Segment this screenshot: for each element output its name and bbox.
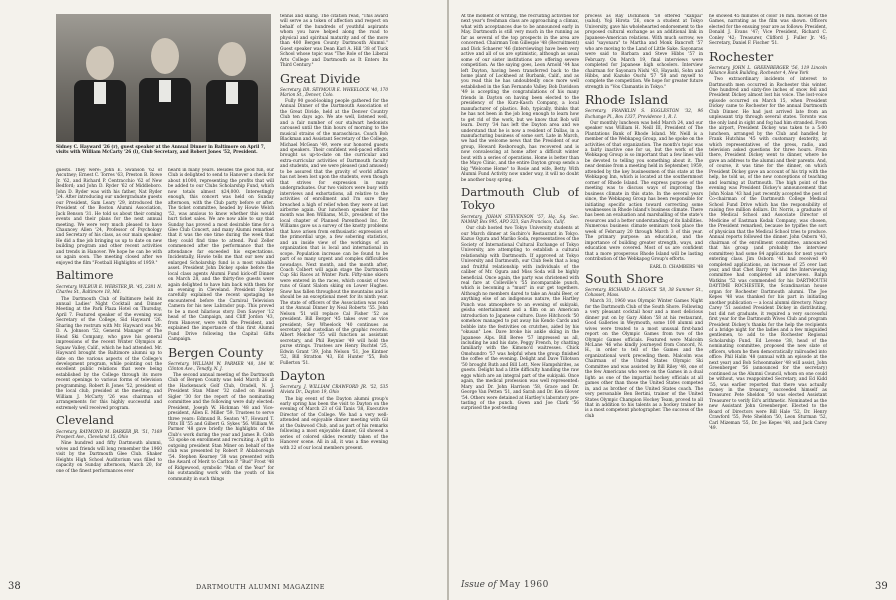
paragraph: heard in many years. Besides the good fun, our Club is delighted to send to Hanover a check for about $1000, representing the profits that will be added to our Clubs Scholarship Fund, which now totals almost $24,000. Interestingly enough, this concert was held on Sunday afternoon, with the Club party before or after. The ticket committee, headed by Howie Welch '52, was anxious to know whether this would hurt ticket sales. We are now able to say that Sunday has proved a most desirable time for a Glee Club Concert, and many Alumni remarked that it was the one time during the week that they could find time to attend. Paul Zeller commenced after the performance that the attendance far exceeded his expectations. Incidentally, Howie tells me that our new and enlarged Scholarship fund is a most valuable asset. President John Dickey spoke before the local class agents Alumni Fund kick-off Dinner on March 28, and the thirty-five guests were again delighted to have him back with them for an evening in Cleveland. President Dickey carefully explained the recent upstaging he encountered before the Carnival Television Camera for his new Labrador pup. This proved to be a most hilarious story. Don Sawyer '12 head of the Campaign, and Cliff Jordon '43, from Hanover, were with the President, and explained the importance of this first Alumni Fund Drive following the Capital Gifts Campaign. (168, 168, 274, 343)
section-heading-great-divide: Great Divide (280, 70, 361, 86)
secretary-line: Secretary, WILBUR E. WEBSTER JR. '45, 2381 N. Charles St., Baltimore 18, Md. (56, 284, 162, 295)
photo-caption: Sidney C. Hayward '26 (r), guest speaker at the Annual Dinner in Baltimore on April 7, visits with William McCarty '26 (l), Club Secretary, and Robert Jones '52, President. (56, 145, 266, 156)
section-heading-bergen-county: Bergen County (168, 344, 264, 360)
right-column-2 (585, 14, 703, 578)
left-page (0, 0, 447, 600)
right-column-1 (461, 14, 579, 578)
secretary-line: Secretary, FRANKLIN S. EGGLESTON '32, 96 Exchange Pl., Box 1337, Providence 1, R. I. (585, 108, 703, 119)
right-page (449, 0, 896, 600)
paragraph: he showed 45 minutes of color 16 mm. movies of the Games, narrating as the film was shown. Officers elected for the ensuing year are as follows: President, Donald J. Evans '47; Vice President, Richard C. Conley '42; Treasurer, Clifford J. Fuller Jr. '45; Secretary, Daniel F. Fischer '51. (709, 14, 827, 47)
section-heading-dayton: Dayton (280, 368, 326, 384)
secretary-line: Secretary, WILLIAM W. PARMER '48, 184 W. Clinton Ave., Tenafly, N. J. (168, 360, 274, 371)
page-number-left: 38 (8, 581, 21, 592)
secretary-line: Secretary, RICHARD A. LEGACE '58, 38 Summer St., Cohasset, Mass. (585, 286, 703, 298)
paragraph: The big event of the Dayton alumni group's early spring has been the visit to Dayton on the evening of March 23 of Gil Tanis '38, Executive Director of the College. We had a very well-attended and enjoyable dinner meeting with Gil at the Oakwood Club, and as part of his remarks following a most enjoyable dinner, Gil showed a series of colored slides recently taken of the Hanover scene. All in all, it was a fine evening with 22 of our local members present. (280, 396, 388, 451)
issue-date (461, 580, 549, 590)
left-column-1 (56, 168, 162, 578)
magazine-footer: DARTMOUTH ALUMNI MAGAZINE (196, 583, 325, 591)
secretary-line: Secretary, JOHN L. GREENBERGER '56, 119 Lincoln Alliance Bank Building, Rochester 4, New York (709, 64, 827, 75)
paragraph: tennis and skiing. The citation read, "This award will serve as a token of affection and respect on behalf of the hundreds of youthful aspirants whom you have helped along the road to physical and spiritual maturity and of the more than 400 Bergen County Dartmouth Alumni." Guest speaker was Dean Karl A. Hill '38 of Tuck School whose topic was "The Role of the Liberal Arts College and Dartmouth as It Enters Its Third Century." (280, 14, 388, 69)
issue-label: Issue of (461, 580, 497, 590)
alumni-dinner-photo (56, 14, 271, 142)
secretary-line: Secretary, J. WILLIAM CRAWFORD JR. '52, 535 Alvista Dr., Dayton 19, Ohio (280, 384, 388, 395)
secretary-line: Secretary, DR. SEYMOUR E. WHEELOCK '40, 170 Marion St., Denver, Colo. (280, 86, 388, 97)
paragraph: guests. They were: John E. Swanson '62 of Ascutney; Ernest C. Torres '63, Preston B. Rowe Jr. '62, and Richard P. Centracchio '62 of New Bedford; and John D. Ryder '62 of Middleboro. John D. Ryder was with his father, Nat Ryder '24. After introducing our undergraduate guests our President, Sam Leary '29, introduced the President of the Boston Alumni Association, Jack Benson '31. He told us about their coming events and their plans for the next annual meeting. We were very much pleased to have Chauncey Allen '24, Professor of Psychology and Secretary of his class, as our main speaker. He did a fine job bringing us up to date on new building program and other recent activities and trends in Hanover. We hope he can be with us again soon. The meeting closed after we enjoyed the film "Football Highlights of 1959." (56, 168, 162, 266)
right-column-3 (709, 14, 827, 578)
section-heading-baltimore: Baltimore (56, 268, 114, 283)
section-heading-south-shore: South Shore (585, 270, 664, 286)
paragraph: The second annual meeting of the Dartmouth Club of Bergen County was held March 26 at the Hackensack Golf Club, Oradell, N. J. President Stan Miner '32 called on Russell Sigler '30 for the report of the nominating committee and the following were duly elected: President, Joseph W. Hickman '48 and Vice-president, Allen E. Miller '59. Trustees to serve three years: Edmund R. Seaton '47, Howard T. Pitts III '55 and Gilbert G. Sykes '56. William W. Parmer '48 gave briefly the highlights of the Club's work during the year and James B. Cobb '53 spoke on enrollment and recruiting. A gift to outgoing president Stan Miner on behalf of the club was presented by Robert P. Ablaborough '54. Stephen Kearney '38 was presented with the Award of Merit to Carlton P. "Bud" Frost '48 of Ridgewood, symbolic "Man of the Year" for his outstanding work with the youth of his community in such things (168, 372, 274, 482)
paragraph: Two extraordinary incidents of interest to Dartmouth men occurred in Rochester this winter. One hundred and sixty-five inches of snow fell and President Dickey almost lost his voice. The lost-voice episode occurred on March 15, when President Dickey came to Rochester for the annual Dartmouth Club Dinner. He had just arrived late from an unpleasant trip through several states. Toronto was the only land in sight and fog had him stranded. From the airport, President Dickey was taken to a 5:00 luncheon, arranged by the Club and handled by Frank Hutchins '45 with customary dexterity, at which representatives of the press, radio, and television asked questions for three hours. From there, President Dickey went to dinner, where he gave an address to the alumni and their parents. And, of course, it was time for the dinner, on which President Dickey gave an account of his trip with the help, he told us, of the new conceptions of teaching and learning at Dartmouth. The high point of the evening was President Dickey's announcement that John Nolan '43 had just recently accepted the post of Co-chairman of the Dartmouth College Medical School Fund Drive which has the responsibility of raising five million dollars. Dr. Norris, a graduate of the Medical School and Associate Director of Medicine of Eastman Kodak Company, was chosen, the President remarked, because he typifies the sort of physician that the Medical School tries to produce. Annual reports followed the dinner. John Osborn '43, chairman of the enrollment committee, announced that his group (and probably the interview committee) had some 84 applications for next year's entering class. Jim Osborn '41 had received 40 completed applications, an increase of 25 over last year, and that Chet Barry '44 and the Interviewing committee had completed all interviews. Ralph Watkins '52 was commended for his DARTMOUTH DAYTIME ROCHESTER, the Scandinavian house organ for Rochester Dartmouth alumni. The Joe Kepes '48 was thanked for his part in initiating another publication — a local alumni directory. Nancy Carey '51 assisted President Dickey in distributing, but did not graduate, it required a very successful first year for the Dartmouth Wives Club and program President Dickey's thanks for the help the recipients of a bridge night for the ladies and a few misguided gentlemen, to add to the Rochester Regional Scholarship Fund. Ed Levene '38, head of the nominating committee, proposed the new slate of officers, whom he then democratically railroaded into office: Phil Halin '48 (annual with an episode at the next year) and Bob Schoonmaker '48 will assist, John Greenberger '56 (announced for the secretary) continued as the Alumni Council, whom on one could be without, was reappointed Secretary, and Ed Kidd '55, was earlier reported that there was actually money in the treasury, succeeded himself as Treasurer. Pete Sheldon '50 was elected Assistant Treasurer to verify Ed's arithmetic. Nominated as the new Assistant John Greenberger. Elected to the Board of Directors were Bill Hale '52, Dr. Henry Crawford '55, Pete Sheldon '50, Leon Sturman '52, Carl Mizeman '55, Dr. Joe Kepes '48, and Jack Carey '49. (709, 77, 827, 432)
person-left (70, 46, 130, 142)
section-heading-rochester: Rochester (709, 48, 774, 64)
paragraph: Nine hundred and fifty Dartmouth alumni, wives and friends will long remember the 1960 visit by the Dartmouth Glee Club. Shaker Heights High School Auditorium was filled to capacity on Sunday afternoon, March 20, for one of the finest performances ever (56, 441, 162, 474)
paragraph: At the moment of writing, the recruiting activities for next year's freshman class are approaching a climax, what with acceptances due to be announced early in May. Dartmouth is still very much in the running as far as several of the top prospects in the area are concerned. Chairman Tom Gillespie '48 (Recruitment) and Dick Schaerer '46 (Interviewing) have been very active and all of us are optimistic, although as usual some of our sister institutions are offering severe competition. As the saying goes, Leon Arnold '44 has left Dayton, having been transferred back to the home plant of Lockheed at Burbank, Calif., and as you read this he has undoubtedly once more well established in the San Fernando Valley. Bob Davidson '49 is accepting the congratulations of his many friends in Dayton on having been elected to the presidency of the Kurz-Kasch Company, a local manufacturer of plastics. Bob, typically, thinks that he has not been in the job long enough to learn how to get rid of the work, but we know that Bob will learn. Dorry '34 has left the Dayton area and we understand that he is now a resident of Dallas, in a manufacturing business of some sort. Late in March, we had the welcome news that the President of our group, Howard Rosborough, has recovered and is now convalescing at home after a difficult winter bout with a series of operations. Home is better than the Mayo Clinic, and the entire Dayton group sends a big "Welcome Home" to Rosie and wife, Betty. With Alumni Fund Activity now under way, it will no doubt be another busy spring. (461, 14, 579, 183)
issue-month: May 1960 (499, 580, 549, 590)
paragraph: Our club hosted two Tokyo University students at our March dinner at Suchiro's Restaurant in Tokyo. Kazuo Ogura and Mariko Soda, representatives of the Society of International Cultural Exchange of Tokyo University, are attempting to establish a cultural relationship with Dartmouth. If approved at Tokyo University and Dartmouth, our Club feels that a long and fruitful relationship with individuals of the caliber of Mr. Ogura and Miss Soda will be highly beneficial. Once again, the party was christened with real fare at Colleville's '55 incomparable punch, which is becoming a "must" in our get togethers. Although no members dared to take an Asahi Beer, or anything else of an indigenous nature, the Hartley Punch was atmosphere to an evening of sukiyaki, geisha entertainment and a film on an American introduction to Japanese culture. Dave Hitchcock '50 somehow managed to put away his Kendo Cards and bobble into the festivities on crutches, aided by his "okusan" Lee. Dave broke his ankle skiing in the Japanese Alps. Bill Beree '57 impressed us all, including he and his date, Peggy French, by chatting familiarly with the Kimono'd waitresses. Chick Omohundro '57 was helpful when the group finished the coffee of the evening. Delight and Dave Tillotson '50 brought Ruth and Bill Lott, New Hampshirites, as guests. Delight had a little difficulty handling the raw eggs which are an integral part of the sukiyaki. Once again, the medical profession was well represented: Mary and Dr. John Harrison '58, Grace and Dr. George Van Petten '51, and Sarah and Dr. Ken Glover '54. Others were detained at Hartley's laboratory pre-tasting of the punch. Gwen and Joe Clark '56 surprised the post-testing (461, 226, 579, 412)
section-heading-cleveland: Cleveland (56, 413, 114, 428)
secretary-line: Secretary, JOHAN STEVENSON '57, Hq. Sq. Sec. NAMAP, Box 995, APO 323, San Francisco, Calif. (461, 214, 579, 225)
person-center (136, 38, 194, 142)
paragraph: Fully 90 good-looking people gathered for the Annual Dinner of the Dartmouth Association of the Great Divide, held at the Denver Country Club ten days ago. We ate well, listened well, and a fair number of our stalwart hedonists caroused until the thin hours of morning to the musical strains of the maraschicas. Coach Bob Blackman and Assistant Secretary of the College, Michael McGean '49, were our honored guests and speakers. Their confident well-paced efforts brought us up-to-date on the curricular and extra-curricular activities of Dartmouth faculty and students, and we were pleased (and amused) to be assured that the gravity of world affairs has not been lost upon the students, even though that strives for expression in many undergraduates. Our two visitors were busy with interviews and exhortations, all relative to the activities of enrollment and I'm sure they breached a high of relief when they were at last airborne again. Our luncheon speaker for the month was Ben Williams, M.D., president of the local chapter of Planned Parenthood Inc. Dr. Williams gave us a survey of the knotty problems that have arisen from enthusiastic expression of the primordial urge, a few sobering statistics, and an inside view of the workings of an organization that is local and international in scope. Population increase can be found to be part of so many urgent and complex difficulties nowadays. Next month, and the month after, Coach Colbert will again stage the Dartmouth Cup Ski Races at Winter Park. Fifty-nine skiers were entered in the races, which consist of two runs of Giant Slalom skiing on Lower Hughes. Snow has fallen throughout the mountains and is should be an exceptional meet for its ninth year. The state of officers of the Association was read at the Annual Dinner by Neal Roberts '55. John Nelson '51 will replace Cal Fisher '52 as president. Bill Berger '45 takes over as vice president; Sey Wheelock '40 continues as secretary and custodian of the graphic records. Albert Melcher '55 will function as assistant secretary, and Phil Reynier '49 will hold the purse strings. Trustees are Henry Buchtel '25, Edwin Grant '39, John Nelson '51, Joe Kintner '52, Bill Stratton '43, Ed Hunter '55, Bob Fullerton '51. (280, 98, 388, 366)
left-column-3 (280, 14, 388, 578)
paragraph: March 31, 1960 was Olympic Winter Games Night for the Dartmouth Club of the South Shore. Following a very pleasant cocktail hour and a most delicious dinner put on by Gary Aldon '58 at his restaurant, Good Galleries in Weymouth, some 100 alumni and wives were treated to a most unusual first-hand report on the Olympic Games from two of the Olympic Games officials. Featured were Malcolm McLane '46 who kindly journeyed from Concord, N. H., in order to tell of the Games and the organizational work preceding them. Malcolm was Chairman of the United States Olympic Ski Committee and was assisted by Bill Riley '48, one of the few Americans who were on the Games in a dual light: as one of the impartial hockey officials at all games other than those the United States competed in, and as brother of the United States coach. The very personable Ben Bertini, trainer of the United States Olympic Champion Hockey Team, proved to all that in addition to his talents as a hockey trainer he is a most competent photographer. The success of the club (585, 299, 703, 419)
page-number-right: 39 (875, 581, 888, 592)
left-column-2 (168, 168, 274, 578)
person-right (202, 42, 262, 142)
section-heading-tokyo: Dartmouth Club of Tokyo (461, 185, 579, 213)
paragraph: The Dartmouth Club of Baltimore held its annual Ladies' Night Cocktail and Dinner Meeting at the Park Plaza Hotel on Thursday, April 7. Featured speaker of the evening was Secretary of the College, Sid Hayward '26. Sharing the rostrum with Mr. Hayward was Mr. D. A. Johnson '52, General Manager of The Head Ski Company, who gave his general impressions of the recent Winter Olympics at Squaw Valley, Calif., which he had attended. Mr. Hayward brought the Baltimore alumni up to date on the various aspects of the College's development program, while pointing out the excellent public relations that were being established by the College through its more recent openings to various forms of television programming. Robert B. Jones '52, president of the local club, presided at the meeting, and William J. McCarty '26 was chairman of arrangements for this highly successful and extremely well received program. (56, 296, 162, 411)
secretary-line: Secretary, RAYMOND M. BARKER JR. '51, 7169 Prospect Ave., Cleveland 15, Ohio (56, 429, 162, 440)
signature-line: EARL D. CHAMBERS '48 (649, 263, 703, 269)
paragraph: process as Ray Dickinson '58 offered "kanpai" (salud). Yoji Hirota '26, once a student at Tokyo University, gave his wholehearted endorsement to the proposed cultural exchange as an additional link in Japanese-American relations. With much sorrow, we said "sayonara" to Martha and Monk Bancroft '57 who are moving to the Land of Little Sake. Sayonaras were said to Barbara and Steve Hibbs '57 in February. On March 19, final interviews were completed for Japanese high schoolers. Interview chairman for Sayonara Nishi '43, Hayashi, Sohn and Hibbs, and Kazuko Ouchi '57 '58 and myself to complete the competition. We hope for greater future strength in "Vox Clamantis in Tokyo." (585, 14, 703, 90)
section-heading-rhode-island: Rhode Island (585, 92, 669, 108)
paragraph: Our monthly luncheon was held March 24, and our speaker was William H. Neill III, President of The Plantations Bank of Rhode Island. Mr. Neill is a member of the Webkapog Group, and he spoke on the activities of that organization. The month's topic was a fairly inactive one for us, but the work of the Webkapog Group is so important that a few lines will be devoted to telling you something about it. The near demise from a meeting held in September, 1959, attended by the key businessmen of this state at the Webkapog Inn, which is located at the southernmost corner of Rhode Island. The express purpose of the meeting was to discuss ways of improving the business climate in this state. In the several years since, the Webkapog Group has been responsible for initiating specific action toward correcting some weaknesses in Rhode Island's business climate. There has been an evaluation and marshalling of the state's resources and a better understanding of its liabilities. Numerous business climate seminars took place the week of February 20 through March 3 of this year. The primary purpose: an education, and the importance of building greater strength, ways, and education were covered. Most of us are confident that a more prosperous Rhode Island will be lasting contribution of the Webkapog Group's efforts. (585, 120, 703, 263)
